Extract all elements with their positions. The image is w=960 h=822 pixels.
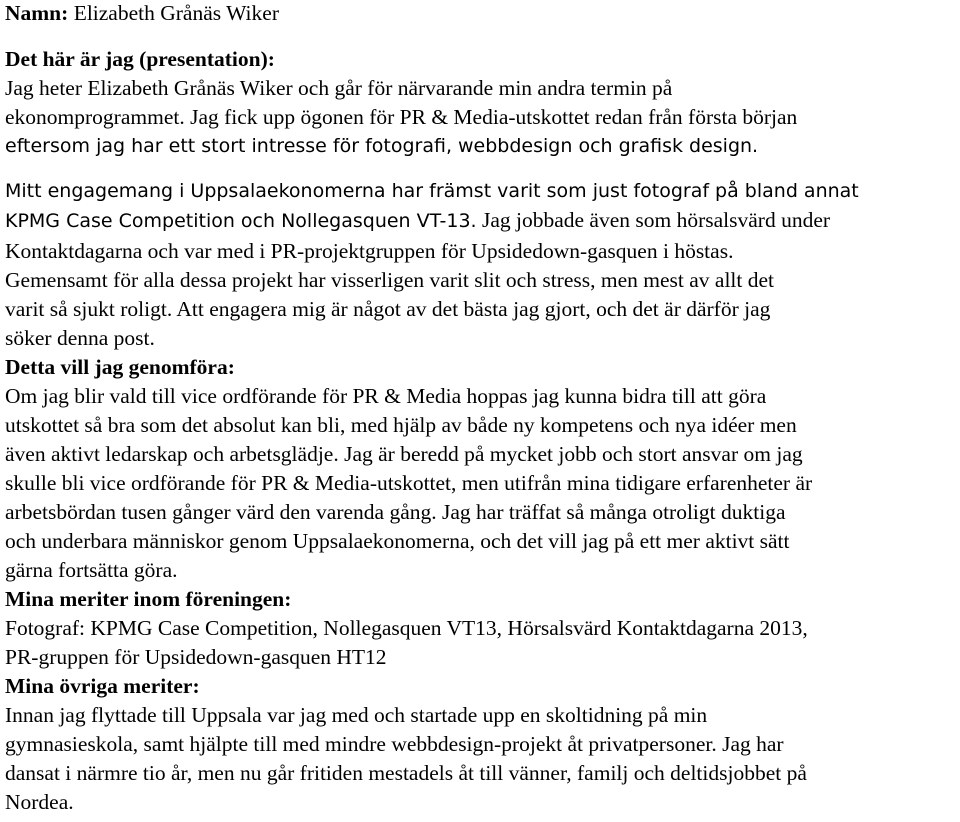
presentation-line: Jag heter Elizabeth Grånäs Wiker och går för närvarande min andra termin på <box>5 76 673 100</box>
name-line <box>5 0 960 28</box>
engagemang-serif-part: Jag jobbade även som hörsalsvärd under <box>476 208 831 232</box>
name-value: Elizabeth Grånäs Wiker <box>68 1 279 25</box>
engagemang-sans-part: KPMG Case Competition och Nollegasquen VT-13. <box>5 210 477 232</box>
ovriga-meriter-line: gymnasieskola, samt hjälpte till med mindre webbdesign-projekt åt privatpersoner. Jag har <box>5 732 784 756</box>
genomfora-line: skulle bli vice ordförande för PR & Media-utskottet, men utifrån mina tidigare erfarenheter är <box>5 471 813 495</box>
genomfora-heading: Detta vill jag genomföra: <box>5 355 235 379</box>
genomfora-line: arbetsbördan tusen gånger värd den varenda gång. Jag har träffat så många otroligt duktiga <box>5 500 786 524</box>
genomfora-line: utskottet så bra som det absolut kan bli, med hjälp av både ny kompetens och nya idéer men <box>5 413 797 437</box>
meriter-forening-line: PR-gruppen för Upsidedown-gasquen HT12 <box>5 645 387 669</box>
ovriga-meriter-heading: Mina övriga meriter: <box>5 674 200 698</box>
engagemang-line: Mitt engagemang i Uppsalaekonomerna har främst varit som just fotograf på bland annat <box>5 180 859 202</box>
genomfora-line: Om jag blir vald till vice ordförande för PR & Media hoppas jag kunna bidra till att göra <box>5 384 767 408</box>
ovriga-meriter-line: Nordea. <box>5 790 74 814</box>
ovriga-meriter-line: Innan jag flyttade till Uppsala var jag med och startade upp en skoltidning på min <box>5 703 708 727</box>
presentation-heading: Det här är jag (presentation): <box>5 47 275 71</box>
name-label: Namn: <box>5 1 69 25</box>
engagemang-line-mixed <box>5 206 960 237</box>
genomfora-line: även aktivt ledarskap och arbetsglädje. Jag är beredd på mycket jobb och stort ansvar om jag <box>5 442 803 466</box>
meriter-forening-line: Fotograf: KPMG Case Competition, Nollegasquen VT13, Hörsalsvärd Kontaktdagarna 2013, <box>5 616 808 640</box>
spacer <box>5 161 960 177</box>
engagemang-line: Gemensamt för alla dessa projekt har visserligen varit slit och stress, men mest av allt det <box>5 268 775 292</box>
engagemang-line: varit så sjukt roligt. Att engagera mig är något av det bästa jag gjort, och det är därför jag <box>5 297 771 321</box>
presentation-line: ekonomprogrammet. Jag fick upp ögonen för PR & Media-utskottet redan från första början <box>5 105 798 129</box>
genomfora-line: gärna fortsätta göra. <box>5 558 178 582</box>
ovriga-meriter-line: dansat i närmre tio år, men nu går fritiden mestadels åt till vänner, familj och deltidsjobbet på <box>5 761 807 785</box>
engagemang-line: söker denna post. <box>5 326 155 350</box>
meriter-forening-heading: Mina meriter inom föreningen: <box>5 587 292 611</box>
presentation-line: eftersom jag har ett stort intresse för fotografi, webbdesign och grafisk design. <box>5 135 759 157</box>
engagemang-line: Kontaktdagarna och var med i PR-projektgruppen för Upsidedown-gasquen i höstas. <box>5 239 734 263</box>
genomfora-line: och underbara människor genom Uppsalaekonomerna, och det vill jag på ett mer aktivt sätt <box>5 529 790 553</box>
